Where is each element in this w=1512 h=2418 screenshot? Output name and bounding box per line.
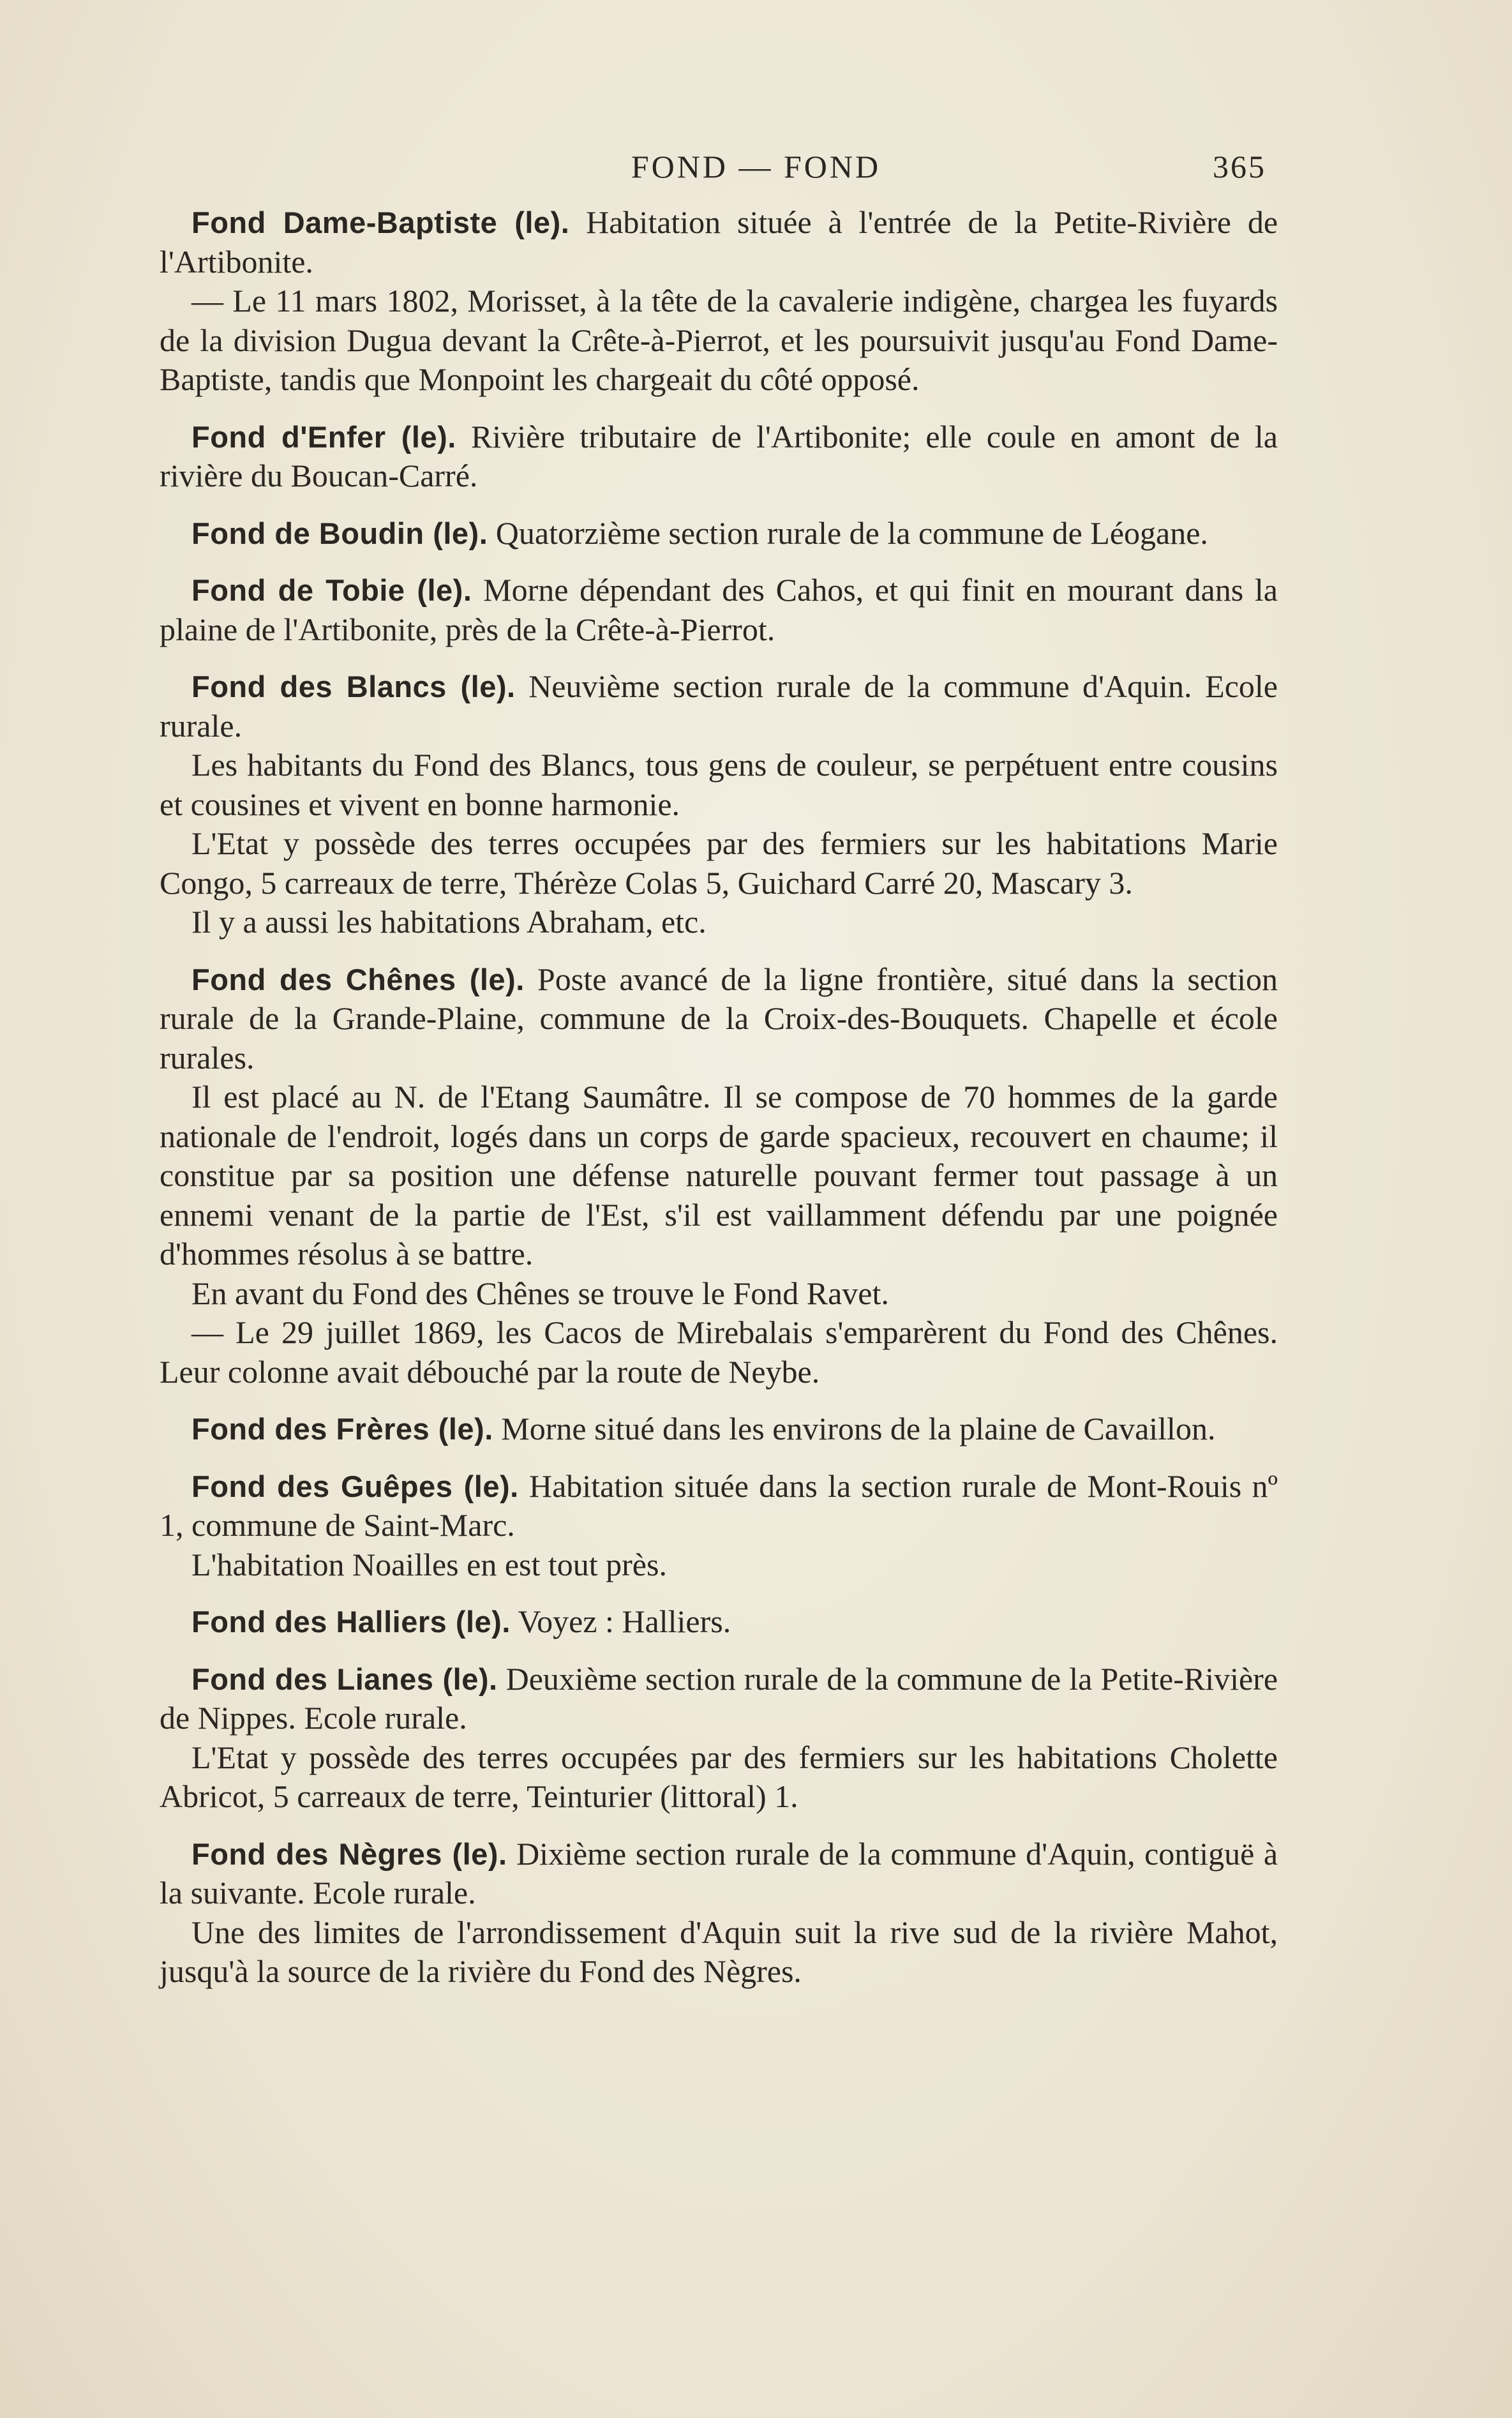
entry-text: Neuvième section rurale de la commune d'Aquin. Ecole rurale.	[160, 668, 1278, 744]
entry-paragraph	[160, 1467, 1278, 1545]
entry-paragraph	[160, 417, 1278, 496]
dictionary-entry	[160, 571, 1278, 649]
entry-paragraph	[160, 667, 1278, 746]
dictionary-entry	[160, 1467, 1278, 1585]
entry-text: Rivière tributaire de l'Artibonite; elle coule en amont de la rivière du Boucan-Carré.	[160, 418, 1278, 493]
page-header	[0, 148, 1512, 193]
entry-paragraph	[160, 1313, 1278, 1392]
entry-paragraph	[160, 1274, 1278, 1314]
entry-headword: Fond des Nègres (le).	[191, 1836, 507, 1871]
entry-text: Les habitants du Fond des Blancs, tous gens de couleur, se perpétuent entre cousins et cousines et vivent en bonne harmonie.	[160, 747, 1278, 822]
dictionary-entry	[160, 1409, 1278, 1449]
entry-paragraph	[160, 1913, 1278, 1992]
entry-paragraph	[160, 824, 1278, 903]
entry-text: Quatorzième section rurale de la commune de Léogane.	[495, 514, 1208, 551]
entry-headword: Fond des Frères (le).	[191, 1412, 493, 1446]
page-number: 365	[1213, 149, 1266, 184]
entry-text: En avant du Fond des Chênes se trouve le Fond Ravet.	[191, 1275, 889, 1311]
entry-text: — Le 29 juillet 1869, les Cacos de Mirebalais s'emparèrent du Fond des Chênes. Leur colonne avait débouché par la route de Neybe.	[160, 1314, 1278, 1390]
entry-headword: Fond des Lianes (le).	[191, 1662, 498, 1696]
entry-paragraph	[160, 1835, 1278, 1913]
entry-text: Il est placé au N. de l'Etang Saumâtre. Il se compose de 70 hommes de la garde nationale de l'endroit, logés dans un corps de garde spacieux, recouvert en chaume; il constitue par sa position une défense naturelle pouvant fermer tout passage à un ennemi venant de la partie de l'Est, s'il est vaillamment défendu par une poignée d'hommes résolus à se battre.	[160, 1079, 1278, 1272]
entry-text: L'Etat y possède des terres occupées par des fermiers sur les habitations Cholette Abricot, 5 carreaux de terre, Teinturier (littoral) 1.	[160, 1739, 1278, 1814]
entry-paragraph	[160, 746, 1278, 824]
entry-text: Poste avancé de la ligne frontière, situé dans la section rurale de la Grande-Plaine, commune de la Croix-des-Bouquets. Chapelle et école rurales.	[160, 961, 1278, 1076]
entry-paragraph	[160, 571, 1278, 649]
entry-headword: Fond des Guêpes (le).	[191, 1469, 519, 1503]
dictionary-entry	[160, 514, 1278, 553]
dictionary-entry	[160, 203, 1278, 400]
entry-text: Morne situé dans les environs de la plaine de Cavaillon.	[501, 1411, 1216, 1446]
dictionary-entry	[160, 1835, 1278, 1992]
entry-paragraph	[160, 282, 1278, 400]
entry-headword: Fond de Boudin (le).	[191, 516, 488, 550]
entry-paragraph	[160, 1660, 1278, 1738]
entry-text: L'habitation Noailles en est tout près.	[191, 1546, 667, 1582]
entry-paragraph	[160, 514, 1278, 553]
dictionary-entries	[160, 203, 1278, 2009]
entry-text: Habitation située à l'entrée de la Petite-Rivière de l'Artibonite.	[160, 204, 1278, 280]
entry-text: Habitation située dans la section rurale de Mont-Rouis nº 1, commune de Saint-Marc.	[160, 1468, 1278, 1543]
entry-paragraph	[160, 203, 1278, 282]
entry-headword: Fond d'Enfer (le).	[191, 419, 456, 454]
entry-paragraph	[160, 1545, 1278, 1585]
dictionary-entry	[160, 1602, 1278, 1642]
entry-paragraph	[160, 903, 1278, 942]
entry-headword: Fond des Blancs (le).	[191, 670, 516, 703]
dictionary-entry	[160, 667, 1278, 942]
entry-headword: Fond Dame-Baptiste (le).	[191, 206, 570, 239]
entry-text: Deuxième section rurale de la commune de la Petite-Rivière de Nippes. Ecole rurale.	[160, 1660, 1278, 1736]
entry-text: — Le 11 mars 1802, Morisset, à la tête de la cavalerie indigène, chargea les fuyards de la division Dugua devant la Crête-à-Pierrot, et les poursuivit jusqu'au Fond Dame-Baptiste, tandis que Monpoint les chargeait du côté opposé.	[160, 283, 1278, 397]
entry-text: L'Etat y possède des terres occupées par des fermiers sur les habitations Marie Congo, 5 carreaux de terre, Thérèze Colas 5, Guichard Carré 20, Mascary 3.	[160, 825, 1278, 901]
entry-paragraph	[160, 1078, 1278, 1274]
dictionary-entry	[160, 417, 1278, 496]
entry-text: Dixième section rurale de la commune d'Aquin, contiguë à la suivante. Ecole rurale.	[160, 1835, 1278, 1911]
entry-paragraph	[160, 1602, 1278, 1642]
entry-headword: Fond de Tobie (le).	[191, 573, 472, 607]
entry-headword: Fond des Chênes (le).	[191, 962, 525, 996]
entry-paragraph	[160, 1409, 1278, 1449]
entry-headword: Fond des Halliers (le).	[191, 1605, 511, 1639]
entry-text: Il y a aussi les habitations Abraham, etc.	[191, 904, 707, 940]
dictionary-entry	[160, 960, 1278, 1392]
entry-text: Morne dépendant des Cahos, et qui finit en mourant dans la plaine de l'Artibonite, près de la Crête-à-Pierrot.	[160, 572, 1278, 647]
entry-text: Voyez : Halliers.	[518, 1603, 731, 1639]
entry-paragraph	[160, 960, 1278, 1078]
entry-paragraph	[160, 1738, 1278, 1817]
dictionary-entry	[160, 1660, 1278, 1817]
running-title: FOND — FOND	[631, 149, 881, 184]
entry-text: Une des limites de l'arrondissement d'Aquin suit la rive sud de la rivière Mahot, jusqu'à la source de la rivière du Fond des Nègres.	[160, 1914, 1278, 1989]
